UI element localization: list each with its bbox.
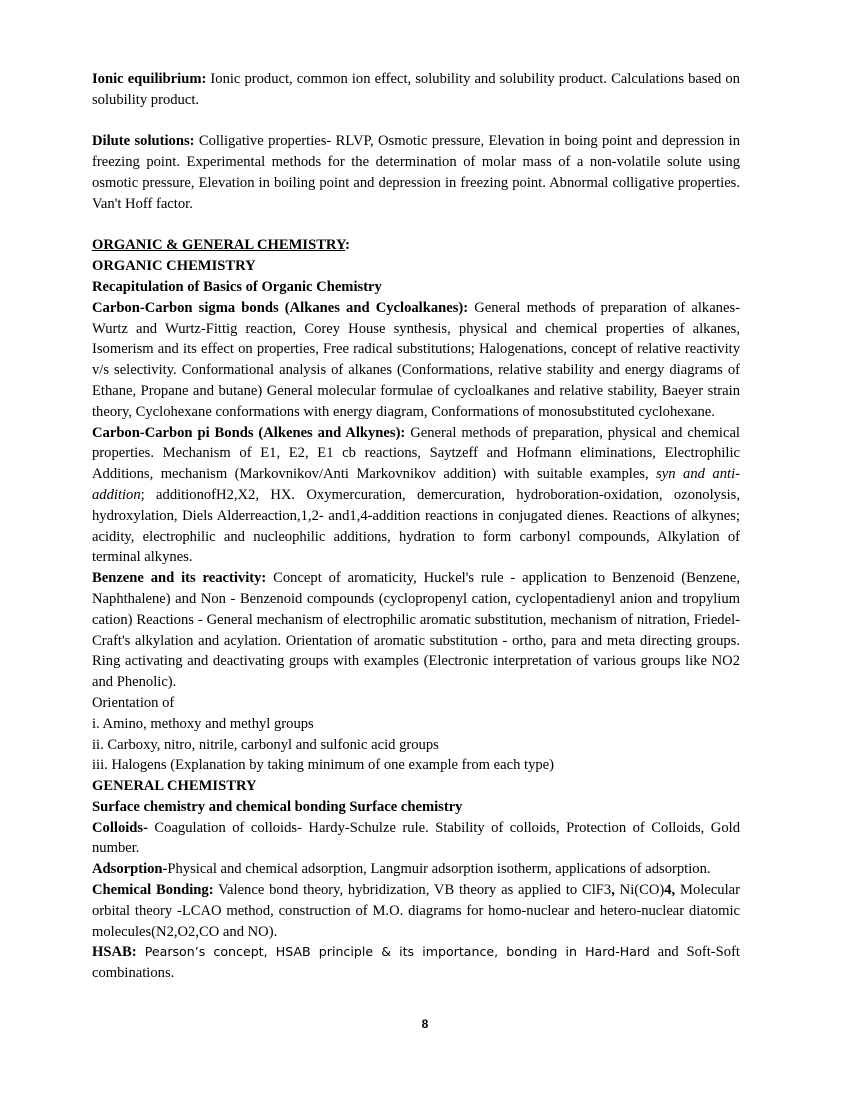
organic-chemistry-title: ORGANIC CHEMISTRY <box>92 258 256 275</box>
orientation-label: Orientation of <box>92 694 175 711</box>
hsab-heading: HSAB: <box>92 944 137 961</box>
chemical-bonding-paragraph: Chemical Bonding: Valence bond theory, hybridization, VB theory as applied to ClF3, Ni(CO)4, Molecular orbital theory -LCAO method, construction of M.O. diagrams for homo-nuclear and hetero-nuclear diatomic molecules(N2,O2,CO and NO). <box>92 882 740 940</box>
list-item: i. Amino, methoxy and methyl groups <box>92 715 314 732</box>
colloids-paragraph: Colloids- Coagulation of colloids- Hardy-Schulze rule. Stability of colloids, Protection of Colloids, Gold number. <box>92 819 740 857</box>
dilute-solutions-paragraph: Dilute solutions: Colligative properties- RLVP, Osmotic pressure, Elevation in boing point and depression in freezing point. Experimental methods for the determination of molar mass of a non-volatile solute using osmotic pressure, Elevation in boiling point and depression in freezing point. Abnormal colligative properties. Van't Hoff factor. <box>92 133 740 212</box>
surface-chemistry-heading: Surface chemistry and chemical bonding Surface chemistry <box>92 798 463 815</box>
benzene-heading: Benzene and its reactivity: <box>92 570 267 587</box>
benzene-paragraph: Benzene and its reactivity: Concept of aromaticity, Huckel's rule - application to Benzenoid (Benzene, Naphthalene) and Non - Benzenoid compounds (cyclopropenyl cation, cyclopentadienyl anion and tropylium cation) Reactions - General mechanism of electrophilic aromatic substitution, mechanism of nitration, Friedel- Craft's alkylation and acylation. Orientation of aromatic substitution - ortho, para and meta directing groups. Ring activating and deactivating groups with examples (Electronic interpretation of various groups like NO2 and Phenolic). <box>92 570 740 691</box>
dilute-solutions-heading: Dilute solutions: <box>92 133 195 150</box>
adsorption-paragraph: Adsorption-Physical and chemical adsorption, Langmuir adsorption isotherm, applications of adsorption. <box>92 861 711 878</box>
list-item: iii. Halogens (Explanation by taking minimum of one example from each type) <box>92 757 555 774</box>
alkenes-heading: Carbon-Carbon pi Bonds (Alkenes and Alkynes): <box>92 424 406 441</box>
hsab-paragraph: HSAB: Pearson’s concept, HSAB principle & its importance, bonding in Hard-Hard and Soft-Soft combinations. <box>92 944 740 982</box>
general-chemistry-title: GENERAL CHEMISTRY <box>92 778 257 795</box>
adsorption-heading: Adsorption- <box>92 861 168 878</box>
section-title: ORGANIC & GENERAL CHEMISTRY: <box>92 237 351 254</box>
ionic-equilibrium-paragraph: Ionic equilibrium: Ionic product, common ion effect, solubility and solubility product. Calculations based on solubility product. <box>92 71 740 108</box>
ionic-equilibrium-heading: Ionic equilibrium: <box>92 71 207 87</box>
alkenes-paragraph: Carbon-Carbon pi Bonds (Alkenes and Alkynes): General methods of preparation, physical and chemical properties. Mechanism of E1, E2, E1 cb reactions, Saytzeff and Hofmann eliminations, Electrophilic Additions, mechanism (Markovnikov/Anti Markovnikov addition) with suitable examples, syn and anti-addition; additionofH2,X2, HX. Oxymercuration, demercuration, hydroboration-oxidation, ozonolysis, hydroxylation, Diels Alderreaction,1,2- and1,4-addition reactions in conjugated dienes. Reactions of alkynes; acidity, electrophilic and nucleophilic additions, hydration to form carbonyl compounds, Alkylation of terminal alkynes. <box>92 424 740 566</box>
colloids-heading: Colloids- <box>92 819 148 836</box>
alkanes-heading: Carbon-Carbon sigma bonds (Alkanes and Cycloalkanes): <box>92 299 469 316</box>
alkanes-paragraph: Carbon-Carbon sigma bonds (Alkanes and Cycloalkanes): General methods of preparation of alkanes- Wurtz and Wurtz-Fittig reaction, Corey House synthesis, physical and chemical properties of alkanes, Isomerism and its effect on properties, Free radical substitutions; Halogenations, concept of relative reactivity v/s selectivity. Conformational analysis of alkanes (Conformations, relative stability and energy diagrams of Ethane, Propane and butane) General molecular formulae of cycloalkanes and relative stability, Baeyer strain theory, Cyclohexane conformations with energy diagram, Conformations of monosubstituted cyclohexane. <box>92 299 740 420</box>
recapitulation-heading: Recapitulation of Basics of Organic Chemistry <box>92 278 382 295</box>
list-item: ii. Carboxy, nitro, nitrile, carbonyl and sulfonic acid groups <box>92 736 439 753</box>
chemical-bonding-heading: Chemical Bonding: <box>92 882 214 899</box>
page-number: 8 <box>421 1017 429 1031</box>
document-page <box>92 69 740 984</box>
